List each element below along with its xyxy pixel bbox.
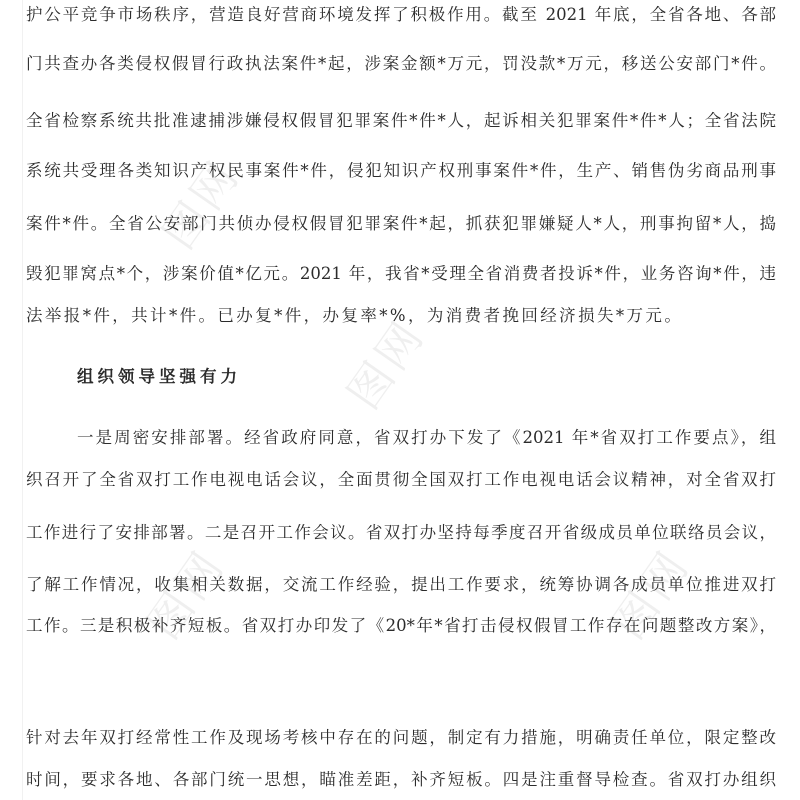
paragraph-line: 护公平竞争市场秩序，营造良好营商环境发挥了积极作用。截至 2021 年底，全省各地、各部 bbox=[26, 5, 776, 24]
watermark: 图网 bbox=[153, 150, 251, 259]
paragraph-line: 系统共受理各类知识产权民事案件*件，侵犯知识产权刑事案件*件，生产、销售伪劣商品刑事 bbox=[26, 161, 776, 180]
paragraph-line: 毁犯罪窝点*个，涉案价值*亿元。2021 年，我省*受理全省消费者投诉*件，业务咨询*件，违 bbox=[26, 264, 776, 283]
paragraph-line: 案件*件。全省公安部门共侦办侵权假冒犯罪案件*起，抓获犯罪嫌疑人*人，刑事拘留*人，捣 bbox=[26, 214, 776, 233]
paragraph-line: 了解工作情况，收集相关数据，交流工作经验，提出工作要求，统筹协调各成员单位推进双打 bbox=[26, 575, 776, 594]
section-heading: 组织领导坚强有力 bbox=[77, 367, 241, 386]
paragraph-line: 织召开了全省双打工作电视电话会议，全面贯彻全国双打工作电视电话会议精神，对全省双打 bbox=[26, 470, 776, 489]
paragraph-line: 工作进行了安排部署。二是召开工作会议。省双打办坚持每季度召开省级成员单位联络员会议， bbox=[26, 523, 776, 542]
paragraph-line: 时间，要求各地、各部门统一思想，瞄准差距，补齐短板。四是注重督导检查。省双打办组织 bbox=[26, 770, 776, 789]
paragraph-line: 门共查办各类侵权假冒行政执法案件*起，涉案金额*万元，罚没款*万元，移送公安部门*件。 bbox=[26, 54, 776, 73]
page-margin-line bbox=[22, 0, 23, 800]
watermark: 图网 bbox=[338, 310, 436, 419]
watermark: 图网 bbox=[603, 540, 701, 649]
paragraph-line: 法举报*件，共计*件。已办复*件，办复率*%，为消费者挽回经济损失*万元。 bbox=[26, 306, 684, 325]
paragraph-line: 工作。三是积极补齐短板。省双打办印发了《20*年*省打击侵权假冒工作存在问题整改方案》， bbox=[26, 616, 776, 635]
paragraph-line: 一是周密安排部署。经省政府同意，省双打办下发了《2021 年*省双打工作要点》，组 bbox=[77, 428, 776, 447]
watermark: 图网 bbox=[138, 540, 236, 649]
paragraph-line: 针对去年双打经常性工作及现场考核中存在的问题，制定有力措施，明确责任单位，限定整改 bbox=[26, 728, 776, 747]
paragraph-line: 全省检察系统共批准逮捕涉嫌侵权假冒犯罪案件*件*人，起诉相关犯罪案件*件*人；全省法院 bbox=[26, 111, 776, 130]
